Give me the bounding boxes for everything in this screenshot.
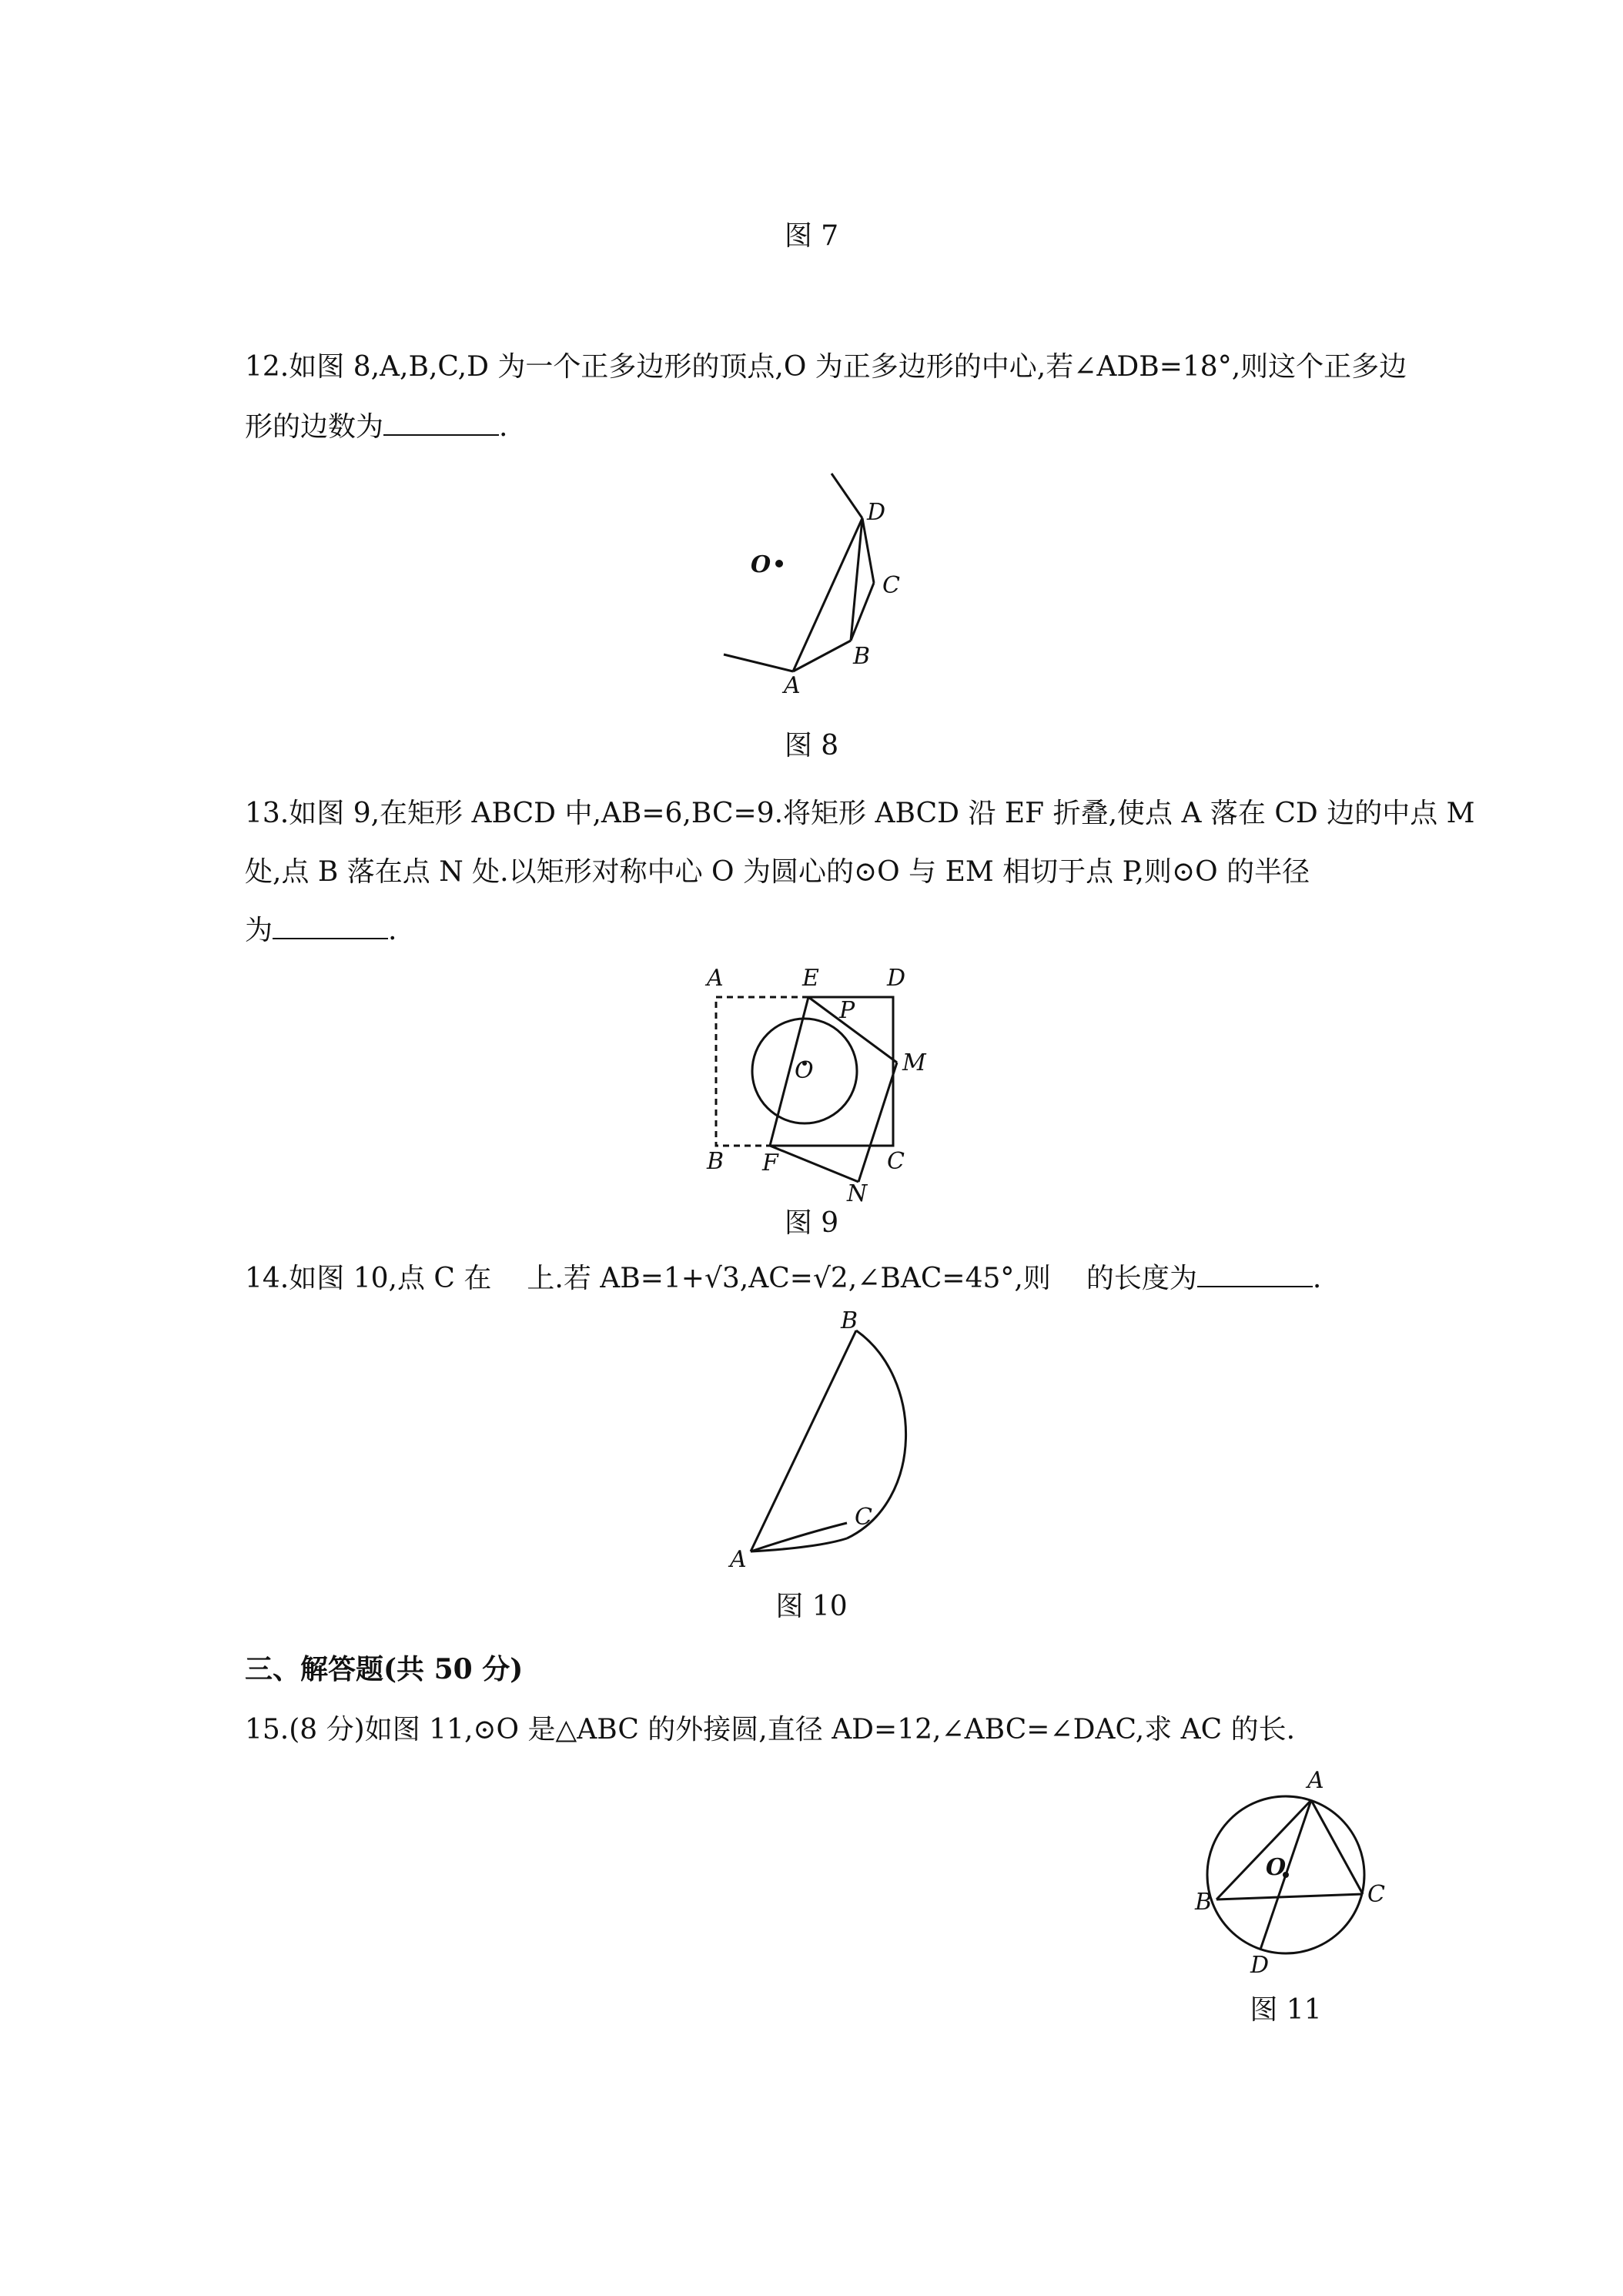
fig8-label-a: A — [784, 672, 801, 699]
fig8-label-c: C — [882, 572, 900, 599]
fig10-label-a: A — [730, 1546, 747, 1573]
question-12-text: 形的边数为 — [245, 411, 384, 443]
question-13-line-3 — [245, 909, 1384, 948]
fig11-label-o: O — [1266, 1854, 1287, 1881]
fig11-label-b: B — [1195, 1889, 1213, 1916]
fig9-label-n: N — [847, 1180, 868, 1207]
question-13-period: . — [388, 915, 397, 946]
fig9-label-b: B — [707, 1148, 724, 1175]
fig11-label-d: D — [1250, 1952, 1270, 1979]
answer-blank-14[interactable] — [1197, 1261, 1313, 1287]
question-14-line-1 — [245, 1257, 1384, 1296]
figure-7-caption: 图 7 — [784, 220, 839, 252]
figure-8-caption: 图 8 — [784, 730, 839, 761]
fig9-label-m: M — [902, 1049, 926, 1076]
fig9-label-c: C — [887, 1148, 905, 1175]
figure-10-caption: 图 10 — [775, 1591, 848, 1622]
fig9-label-d: D — [887, 965, 906, 992]
figure-11-diagram — [1186, 1755, 1409, 1979]
fig9-label-o: O — [795, 1057, 814, 1084]
fig11-label-a: A — [1307, 1767, 1324, 1794]
fig8-label-b: B — [853, 643, 871, 670]
fig9-label-p: P — [839, 997, 855, 1024]
figure-11-caption: 图 11 — [1250, 1994, 1322, 2026]
question-12-period: . — [499, 411, 508, 443]
fig10-label-b: B — [841, 1307, 858, 1334]
question-12-line-1: 12.如图 8,A,B,C,D 为一个正多边形的顶点,O 为正多边形的中心,若∠ADB=18°,则这个正多边 — [245, 351, 1407, 383]
answer-blank-13[interactable] — [273, 913, 388, 939]
answer-blank-12[interactable] — [383, 410, 499, 436]
fig9-label-f: F — [762, 1150, 778, 1176]
question-14-text-a: 14.如图 10,点 C 在 — [245, 1263, 492, 1294]
fig8-label-d: D — [867, 499, 886, 526]
question-14-period: . — [1312, 1263, 1322, 1294]
question-13-line-2: 处,点 B 落在点 N 处.以矩形对称中心 O 为圆心的⊙O 与 EM 相切于点 P,则⊙O 的半径 — [245, 856, 1310, 888]
question-12-line-2 — [245, 405, 1384, 444]
figure-8-diagram — [693, 462, 939, 699]
fig8-label-o: O — [751, 551, 771, 578]
question-14-text-c: 的长度为 — [1086, 1263, 1197, 1294]
fig10-label-c: C — [855, 1504, 872, 1531]
fig9-label-e: E — [802, 965, 819, 992]
question-14-text-b: 上.若 AB=1+√3,AC=√2,∠BAC=45°,则 — [527, 1263, 1051, 1294]
figure-9-diagram — [693, 962, 955, 1207]
section-3-title: 三、解答题(共 50 分) — [245, 1653, 524, 1685]
question-15-line-1: 15.(8 分)如图 11,⊙O 是△ABC 的外接圆,直径 AD=12,∠ABC=∠DAC,求 AC 的长. — [245, 1714, 1296, 1745]
fig11-label-c: C — [1367, 1881, 1385, 1908]
question-13-text: 为 — [245, 915, 273, 946]
fig9-label-a: A — [707, 965, 724, 992]
figure-10-diagram — [724, 1309, 924, 1571]
question-13-line-1: 13.如图 9,在矩形 ABCD 中,AB=6,BC=9.将矩形 ABCD 沿 EF 折叠,使点 A 落在 CD 边的中点 M — [245, 798, 1475, 829]
figure-9-caption: 图 9 — [784, 1207, 839, 1239]
